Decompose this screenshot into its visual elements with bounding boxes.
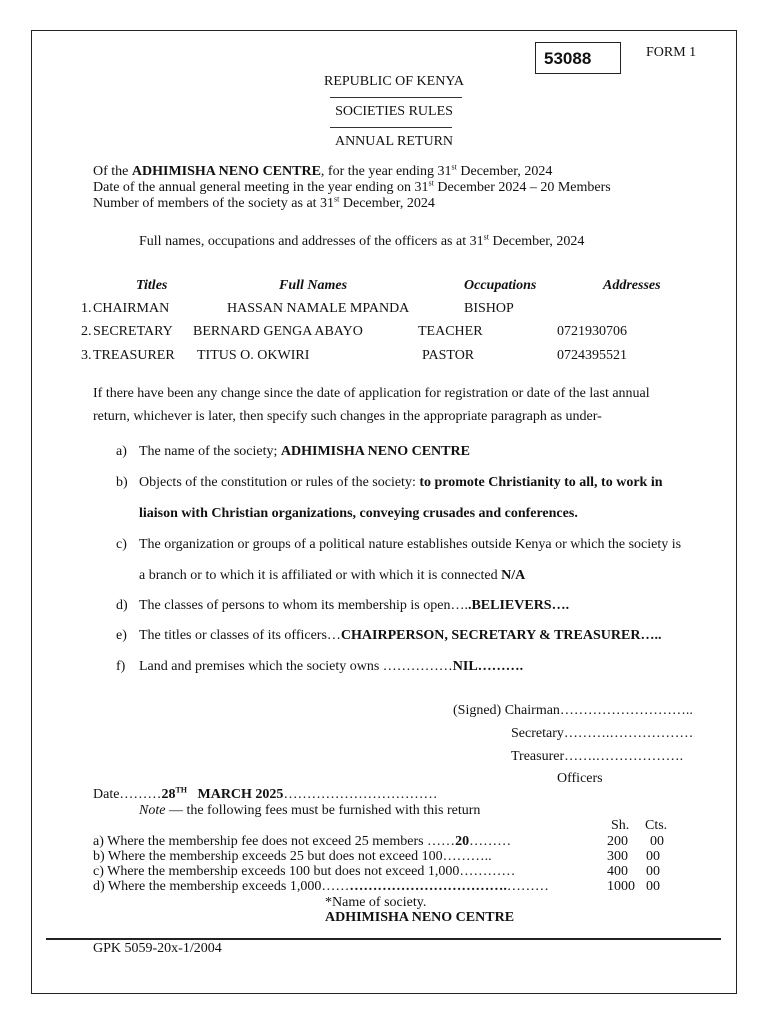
fee-bold-value: ……………………………. (349, 879, 507, 894)
fee-text: ……… (506, 879, 549, 894)
table-row-number: 3. (81, 348, 92, 363)
item-e-officers (139, 628, 661, 644)
fee-amount-sh: 300 (607, 849, 628, 864)
society-name: ADHIMISHA NENO CENTRE (131, 164, 321, 179)
fees-column-sh: Sh. (611, 818, 630, 833)
intro-line-agm (93, 180, 611, 196)
rules-heading: SOCIETIES RULES (335, 104, 453, 119)
signature-treasurer: Treasurer…….………………. (511, 749, 684, 764)
return-title: ANNUAL RETURN (334, 134, 454, 149)
intro-text: December, 2024 (456, 164, 553, 179)
officer-title: CHAIRMAN (93, 301, 170, 316)
item-text: The name of the society; (139, 444, 281, 459)
item-label: f) (116, 659, 126, 674)
item-value: to promote Christianity to all, to work in (419, 475, 663, 490)
item-c-affiliation-continued (139, 568, 525, 584)
item-c-affiliation: The organization or groups of a political nature establishes outside Kenya or which the society is (139, 537, 682, 552)
form-label: FORM 1 (646, 45, 697, 60)
item-b-objects-continued (139, 506, 578, 522)
changes-paragraph-line: If there have been any change since the date of application for registration or date of the last annual (93, 386, 650, 401)
table-header-titles: Titles (136, 278, 168, 293)
officer-address: 0721930706 (557, 324, 627, 339)
fees-note (139, 803, 480, 819)
table-row-number: 2. (81, 324, 92, 339)
date-month-year: MARCH 2025 (187, 787, 284, 802)
note-text: — the following fees must be furnished with this return (165, 803, 481, 818)
intro-text: December, 2024 (488, 234, 585, 249)
ordinal-suffix: st (451, 162, 457, 172)
intro-text: , for the year ending 31 (320, 164, 452, 179)
signature-chairman: (Signed) Chairman……………………….. (453, 703, 693, 718)
item-text: Objects of the constitution or rules of the society: (139, 475, 420, 490)
item-value: CHAIRPERSON, SECRETARY & TREASURER….. (340, 628, 662, 643)
fees-column-cts: Cts. (645, 818, 668, 833)
fee-amount-sh: 200 (607, 834, 628, 849)
fee-bold-value: 20 (455, 834, 470, 849)
serial-number-box: 53088 (535, 42, 621, 74)
table-row-number: 1. (81, 301, 92, 316)
intro-text: Full names, occupations and addresses of the officers as at 31 (139, 234, 484, 249)
item-d-membership (139, 598, 569, 614)
fee-line-b: b) Where the membership exceeds 25 but does not exceed 100……….. (93, 849, 492, 864)
table-header-names: Full Names (279, 278, 348, 293)
officer-occupation: PASTOR (422, 348, 475, 363)
item-label: d) (116, 598, 128, 613)
intro-line-society (93, 164, 552, 180)
changes-paragraph-line: return, whichever is later, then specify such changes in the appropriate paragraph as under- (93, 409, 602, 424)
item-label: b) (116, 475, 128, 490)
heading-divider (330, 127, 452, 128)
officer-occupation: TEACHER (418, 324, 483, 339)
item-text: Land and premises which the society owns …………… (139, 659, 453, 674)
fee-amount-sh: 1000 (607, 879, 635, 894)
item-text: a branch or to which it is affiliated or with which it is connected (139, 568, 502, 583)
officer-name: HASSAN NAMALE MPANDA (227, 301, 410, 316)
note-word: Note (139, 803, 166, 818)
item-f-land (139, 659, 523, 675)
society-name-footer: ADHIMISHA NENO CENTRE (325, 910, 515, 925)
item-text: The classes of persons to whom its membership is open…. (139, 598, 468, 613)
table-header-addresses: Addresses (603, 278, 661, 293)
officer-name: BERNARD GENGA ABAYO (193, 324, 363, 339)
item-text: The titles or classes of its officers… (139, 628, 341, 643)
heading-divider (330, 97, 462, 98)
republic-heading: REPUBLIC OF KENYA (323, 74, 464, 89)
item-value: N/A (501, 568, 526, 583)
fee-line-a (93, 834, 511, 850)
fee-amount-sh: 400 (607, 864, 628, 879)
item-a-society-name (139, 444, 470, 460)
officer-address: 0724395521 (557, 348, 627, 363)
officer-name: TITUS O. OKWIRI (197, 348, 310, 363)
officers-intro (139, 234, 584, 250)
ordinal-suffix: st (428, 178, 434, 188)
footer-divider (46, 938, 721, 940)
fee-amount-cts: 00 (646, 864, 660, 879)
officer-occupation: BISHOP (464, 301, 514, 316)
date-suffix: …………………………… (283, 787, 438, 802)
ordinal-suffix: st (483, 232, 489, 242)
item-b-objects (139, 475, 663, 491)
item-label: a) (116, 444, 127, 459)
officer-title: SECRETARY (93, 324, 173, 339)
item-value: NIL………. (452, 659, 524, 674)
date-day: 28 (161, 787, 176, 802)
footer-code: GPK 5059-20x-1/2004 (93, 941, 222, 956)
item-value: ADHIMISHA NENO CENTRE (280, 444, 470, 459)
fee-text: a) Where the membership fee does not exceed 25 members …… (93, 834, 456, 849)
fee-text: d) Where the membership exceeds 1,000…… (93, 879, 350, 894)
fee-line-c: c) Where the membership exceeds 100 but does not exceed 1,000………… (93, 864, 516, 879)
intro-text: December 2024 – 20 Members (433, 180, 611, 195)
fee-amount-cts: 00 (650, 834, 664, 849)
intro-text: Of the (93, 164, 132, 179)
intro-text: December, 2024 (339, 196, 435, 211)
intro-line-members (93, 196, 435, 212)
date-prefix: Date……… (93, 787, 162, 802)
fee-text: ……… (469, 834, 512, 849)
table-header-occupations: Occupations (464, 278, 537, 293)
item-label: c) (116, 537, 127, 552)
item-value: .BELIEVERS…. (467, 598, 570, 613)
society-name-label: *Name of society. (325, 895, 427, 910)
fee-line-d (93, 879, 549, 895)
officer-title: TREASURER (93, 348, 175, 363)
fee-amount-cts: 00 (646, 879, 660, 894)
item-value: liaison with Christian organizations, conveying crusades and conferences. (139, 506, 578, 521)
signatures-officers-label: Officers (557, 771, 603, 786)
intro-text: Number of members of the society as at 31 (93, 196, 335, 211)
intro-text: Date of the annual general meeting in the year ending on 31 (93, 180, 429, 195)
fee-amount-cts: 00 (646, 849, 660, 864)
date-ordinal: TH (175, 785, 187, 795)
signature-secretary: Secretary……….……………… (511, 726, 694, 741)
ordinal-suffix: st (334, 194, 340, 204)
return-date (93, 787, 437, 803)
item-label: e) (116, 628, 127, 643)
